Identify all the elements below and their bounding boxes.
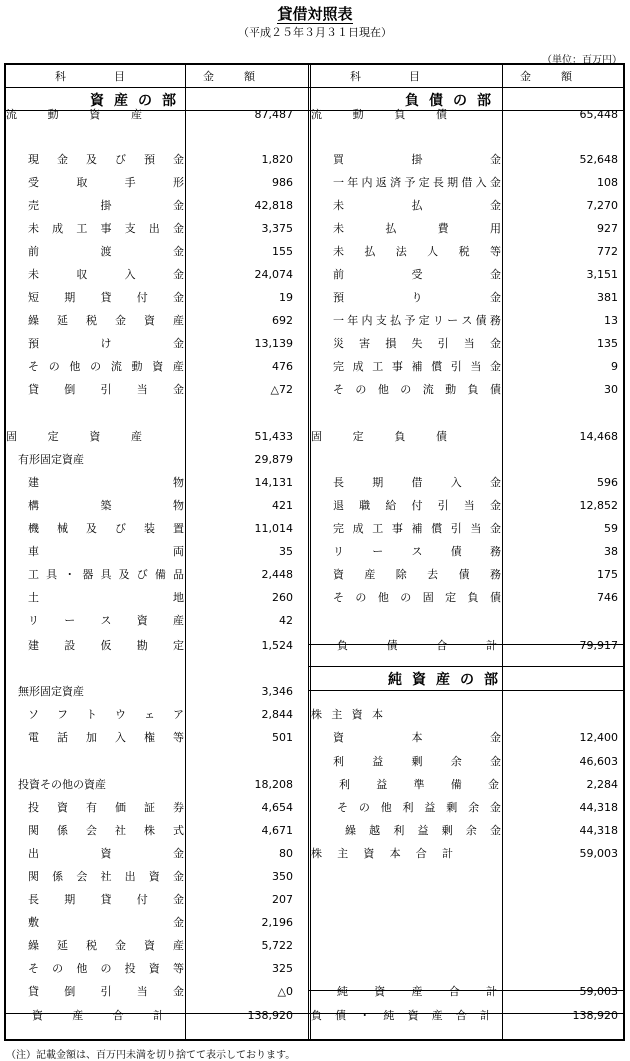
account-label: 機 械 及 び 装 置 [28, 522, 184, 535]
account-label: リ ー ス 資 産 [28, 614, 184, 627]
account-label: 建 物 [28, 476, 184, 489]
account-label: 負 債 ・ 純 資 産 合 計 [311, 1009, 491, 1022]
net-assets-section-heading: 純資産の部 [388, 672, 508, 688]
account-label: 繰 越 利 益 剰 余 金 [345, 824, 501, 837]
amount-value: 135 [597, 337, 618, 350]
account-label: 繰 延 税 金 資 産 [28, 939, 184, 952]
amount-value: 42,818 [254, 199, 293, 212]
account-label: 前 受 金 [333, 268, 501, 281]
amount-value: 30 [604, 383, 618, 396]
amount-value: 1,524 [261, 639, 293, 652]
amount-value: 87,487 [254, 108, 293, 121]
amount-value: 927 [597, 222, 618, 235]
amount-value: 2,448 [261, 568, 293, 581]
account-label: 未 成 工 事 支 出 金 [28, 222, 184, 235]
account-label: 利 益 剰 余 金 [333, 755, 501, 768]
amount-value: 59,003 [579, 847, 618, 860]
account-label: 長 期 貸 付 金 [28, 893, 184, 906]
left-amount-divider [185, 63, 186, 1041]
account-label: 車 両 [28, 545, 184, 558]
title-text: 貸借対照表 [277, 5, 353, 23]
account-label: 一 年 内 支 払 予 定 リ ー ス 債 務 [333, 314, 501, 327]
account-label: そ の 他 の 投 資 等 [28, 962, 184, 975]
account-label: 株 主 資 本 [311, 708, 383, 721]
document-title [0, 3, 630, 24]
account-label: そ の 他 の 固 定 負 債 [333, 591, 501, 604]
account-label: 固 定 資 産 [6, 430, 142, 443]
amount-value: 986 [272, 176, 293, 189]
left-header-item: 科目 [55, 70, 173, 83]
account-label: 受 取 手 形 [28, 176, 184, 189]
amount-value: 4,654 [261, 801, 293, 814]
account-label: 未 払 金 [333, 199, 501, 212]
amount-value: 772 [597, 245, 618, 258]
amount-value: 44,318 [579, 801, 618, 814]
amount-value: 3,346 [261, 685, 293, 698]
amount-value: 138,920 [572, 1009, 618, 1022]
amount-value: 381 [597, 291, 618, 304]
account-label: そ の 他 利 益 剰 余 金 [337, 801, 501, 814]
account-label: 買 掛 金 [333, 153, 501, 166]
amount-value: 52,648 [579, 153, 618, 166]
account-label: 関 係 会 社 出 資 金 [28, 870, 184, 883]
account-label: 出 資 金 [28, 847, 184, 860]
amount-value: 3,375 [261, 222, 293, 235]
amount-value: 2,196 [261, 916, 293, 929]
footnote: （注）記載金額は、百万円未満を切り捨てて表示しております。 [6, 1050, 296, 1061]
account-label: 資 産 合 計 [32, 1009, 164, 1022]
account-label: 預 り 金 [333, 291, 501, 304]
account-label: 未 払 法 人 税 等 [333, 245, 501, 258]
account-label: 構 築 物 [28, 499, 184, 512]
amount-value: 3,151 [586, 268, 618, 281]
amount-value: 1,820 [261, 153, 293, 166]
account-label: リ ー ス 債 務 [333, 545, 501, 558]
amount-value: 175 [597, 568, 618, 581]
amount-value: 350 [272, 870, 293, 883]
account-label: 投 資 有 価 証 券 [28, 801, 184, 814]
account-label: 土 地 [28, 591, 184, 604]
center-double-divider [308, 63, 311, 1041]
amount-value: 59,003 [579, 985, 618, 998]
amount-value: 59 [604, 522, 618, 535]
account-label: 未 収 入 金 [28, 268, 184, 281]
amount-value: 13,139 [254, 337, 293, 350]
account-label: 未 払 費 用 [333, 222, 501, 235]
amount-value: △0 [277, 985, 293, 998]
account-label: 災 害 損 失 引 当 金 [333, 337, 501, 350]
account-label: 利 益 準 備 金 [339, 778, 499, 791]
right-header-amount: 金額 [520, 70, 602, 83]
account-label: 関 係 会 社 株 式 [28, 824, 184, 837]
amount-value: 24,074 [254, 268, 293, 281]
amount-value: 2,284 [586, 778, 618, 791]
amount-value: 2,844 [261, 708, 293, 721]
account-label: 売 掛 金 [28, 199, 184, 212]
amount-value: 79,917 [579, 639, 618, 652]
account-label: 建 設 仮 勘 定 [28, 639, 184, 652]
account-label: 貸 倒 引 当 金 [28, 985, 184, 998]
account-label: 短 期 貸 付 金 [28, 291, 184, 304]
account-label: 現 金 及 び 預 金 [28, 153, 184, 166]
account-label: 電 話 加 入 権 等 [28, 731, 184, 744]
account-label: 一 年 内 返 済 予 定 長 期 借 入 金 [333, 176, 501, 189]
amount-value: 746 [597, 591, 618, 604]
amount-value: 4,671 [261, 824, 293, 837]
amount-value: 476 [272, 360, 293, 373]
liab-total-bottom-rule [309, 666, 625, 667]
netasset-section-rule [309, 690, 625, 691]
amount-value: 44,318 [579, 824, 618, 837]
liabilities-section-heading: 負債の部 [405, 93, 501, 109]
account-label: 退 職 給 付 引 当 金 [333, 499, 501, 512]
account-label: 資 本 金 [333, 731, 501, 744]
amount-value: 42 [279, 614, 293, 627]
amount-value: 108 [597, 176, 618, 189]
account-label: 流 動 資 産 [6, 108, 142, 121]
amount-value: 7,270 [586, 199, 618, 212]
amount-value: 138,920 [247, 1009, 293, 1022]
amount-value: 19 [279, 291, 293, 304]
account-label: 貸 倒 引 当 金 [28, 383, 184, 396]
account-label: 工 具 ・ 器 具 及 び 備 品 [28, 568, 184, 581]
account-label: ソ フ ト ウ ェ ア [28, 708, 184, 721]
right-amount-divider [502, 63, 503, 1041]
account-label: そ の 他 の 流 動 資 産 [28, 360, 184, 373]
account-label: 無形固定資産 [18, 685, 84, 698]
amount-value: 9 [611, 360, 618, 373]
account-label: 有形固定資産 [18, 453, 84, 466]
amount-value: 11,014 [254, 522, 293, 535]
amount-value: 14,131 [254, 476, 293, 489]
unit-label: （単位：百万円） [542, 55, 622, 66]
account-label: 繰 延 税 金 資 産 [28, 314, 184, 327]
account-label: 完 成 工 事 補 償 引 当 金 [333, 360, 501, 373]
account-label: 資 産 除 去 債 務 [333, 568, 501, 581]
amount-value: 155 [272, 245, 293, 258]
account-label: 純 資 産 合 計 [337, 985, 497, 998]
amount-value: 5,722 [261, 939, 293, 952]
amount-value: 80 [279, 847, 293, 860]
amount-value: 29,879 [254, 453, 293, 466]
amount-value: 51,433 [254, 430, 293, 443]
amount-value: 596 [597, 476, 618, 489]
left-header-amount: 金額 [203, 70, 285, 83]
account-label: 固 定 負 債 [311, 430, 447, 443]
account-label: 投資その他の資産 [18, 778, 106, 791]
amount-value: 38 [604, 545, 618, 558]
account-label: そ の 他 の 流 動 負 債 [333, 383, 501, 396]
report-date: （平成２５年３月３１日現在） [238, 26, 392, 39]
amount-value: 18,208 [254, 778, 293, 791]
amount-value: 325 [272, 962, 293, 975]
amount-value: 12,400 [579, 731, 618, 744]
assets-section-heading: 資産の部 [90, 93, 186, 109]
amount-value: △72 [270, 383, 293, 396]
amount-value: 501 [272, 731, 293, 744]
amount-value: 207 [272, 893, 293, 906]
amount-value: 260 [272, 591, 293, 604]
account-label: 流 動 負 債 [311, 108, 447, 121]
account-label: 敷 金 [28, 916, 184, 929]
account-label: 預 け 金 [28, 337, 184, 350]
amount-value: 35 [279, 545, 293, 558]
account-label: 負 債 合 計 [337, 639, 497, 652]
header-rule [4, 87, 625, 88]
account-label: 前 渡 金 [28, 245, 184, 258]
amount-value: 421 [272, 499, 293, 512]
account-label: 長 期 借 入 金 [333, 476, 501, 489]
account-label: 株 主 資 本 合 計 [311, 847, 453, 860]
amount-value: 14,468 [579, 430, 618, 443]
amount-value: 13 [604, 314, 618, 327]
right-header-item: 科目 [350, 70, 468, 83]
amount-value: 46,603 [579, 755, 618, 768]
amount-value: 12,852 [579, 499, 618, 512]
amount-value: 65,448 [579, 108, 618, 121]
account-label: 完 成 工 事 補 償 引 当 金 [333, 522, 501, 535]
amount-value: 692 [272, 314, 293, 327]
